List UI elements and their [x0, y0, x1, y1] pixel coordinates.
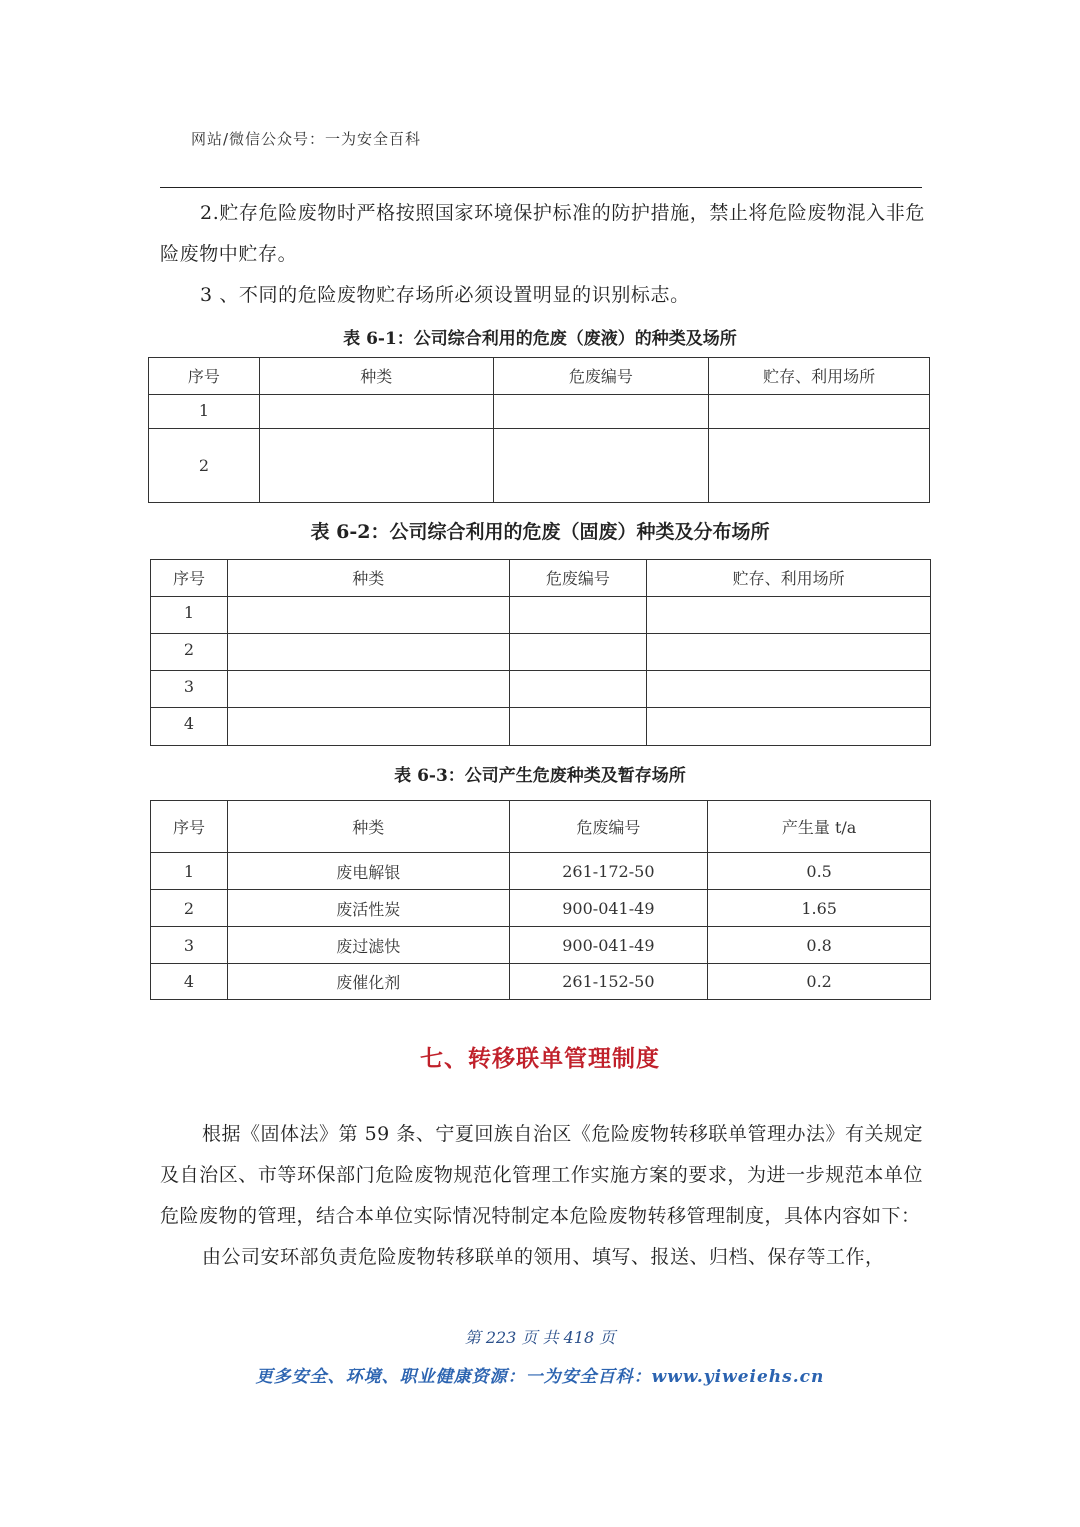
table-row [151, 634, 931, 671]
cell [493, 395, 709, 429]
cell: 2 [149, 429, 260, 503]
page-number: 第 223 页 共 418 页 [464, 1328, 616, 1347]
cell [509, 708, 647, 746]
table-row [151, 597, 931, 634]
header-divider [160, 187, 922, 188]
section-title: 七、转移联单管理制度 [420, 1045, 660, 1072]
cell [647, 634, 931, 671]
cell: 900-041-49 [509, 927, 708, 964]
header-cell: 序号 [149, 358, 260, 395]
header-cell: 贮存、利用场所 [709, 358, 930, 395]
table-6-1 [148, 357, 930, 503]
table3-caption: 表 6-3：公司产生危废种类及暂存场所 [394, 766, 686, 786]
body-text [160, 1114, 923, 1278]
cell [509, 634, 647, 671]
cell [259, 395, 493, 429]
header-cell: 序号 [151, 560, 228, 597]
table-row [149, 429, 930, 503]
cell [227, 708, 509, 746]
cell: 2 [151, 890, 228, 927]
paragraph-storage-rule-3: 3 、不同的危险废物贮存场所必须设置明显的识别标志。 [200, 284, 690, 306]
cell: 1 [149, 395, 260, 429]
cell: 4 [151, 964, 228, 1000]
table-row [151, 927, 931, 964]
paragraph-storage-rule-2: 2.贮存危险废物时严格按照国家环境保护标准的防护措施，禁止将危险废物混入非危险废物中贮存。 [160, 202, 925, 265]
header-cell: 危废编号 [493, 358, 709, 395]
table-row [151, 964, 931, 1000]
cell [493, 429, 709, 503]
header-cell: 种类 [259, 358, 493, 395]
cell: 废催化剂 [227, 964, 509, 1000]
cell: 4 [151, 708, 228, 746]
cell: 1 [151, 597, 228, 634]
cell: 0.8 [708, 927, 931, 964]
table-6-2 [150, 559, 931, 746]
table-6-3 [150, 800, 931, 1000]
cell: 1.65 [708, 890, 931, 927]
cell [709, 429, 930, 503]
cell: 2 [151, 634, 228, 671]
table2-caption: 表 6-2：公司综合利用的危废（固废）种类及分布场所 [310, 521, 770, 543]
cell: 3 [151, 927, 228, 964]
header-cell: 种类 [227, 801, 509, 853]
cell: 1 [151, 853, 228, 890]
header-cell: 贮存、利用场所 [647, 560, 931, 597]
cell [709, 395, 930, 429]
cell [509, 597, 647, 634]
cell: 0.2 [708, 964, 931, 1000]
cell [647, 708, 931, 746]
page-header: 网站/微信公众号：一为安全百科 [191, 130, 422, 148]
cell [227, 671, 509, 708]
body-paragraph: 由公司安环部负责危险废物转移联单的领用、填写、报送、归档、保存等工作， [202, 1246, 885, 1268]
cell [227, 597, 509, 634]
header-cell: 危废编号 [509, 801, 708, 853]
cell: 废电解银 [227, 853, 509, 890]
table1-caption: 表 6-1：公司综合利用的危废（废液）的种类及场所 [343, 329, 737, 349]
header-cell: 危废编号 [509, 560, 647, 597]
table-row [151, 708, 931, 746]
cell [227, 634, 509, 671]
table-row [151, 671, 931, 708]
cell: 261-152-50 [509, 964, 708, 1000]
cell: 261-172-50 [509, 853, 708, 890]
table-row [149, 395, 930, 429]
cell [509, 671, 647, 708]
cell [259, 429, 493, 503]
table-header-row [149, 358, 930, 395]
table-row [151, 853, 931, 890]
header-cell: 种类 [227, 560, 509, 597]
cell: 0.5 [708, 853, 931, 890]
table-header-row [151, 801, 931, 853]
cell: 900-041-49 [509, 890, 708, 927]
table-row [151, 890, 931, 927]
cell [647, 597, 931, 634]
cell [647, 671, 931, 708]
cell: 3 [151, 671, 228, 708]
cell: 废过滤快 [227, 927, 509, 964]
table-header-row [151, 560, 931, 597]
header-cell: 产生量 t/a [708, 801, 931, 853]
footer-promo: 更多安全、环境、职业健康资源：一为安全百科：www.yiweiehs.cn [255, 1367, 825, 1387]
header-cell: 序号 [151, 801, 228, 853]
body-paragraph: 根据《固体法》第 59 条、宁夏回族自治区《危险废物转移联单管理办法》有关规定及自治区、市等环保部门危险废物规范化管理工作实施方案的要求，为进一步规范本单位危险废物的管理，结合本单位实际情况特制定本危险废物转移管理制度，具体内容如下： [160, 1123, 923, 1227]
cell: 废活性炭 [227, 890, 509, 927]
